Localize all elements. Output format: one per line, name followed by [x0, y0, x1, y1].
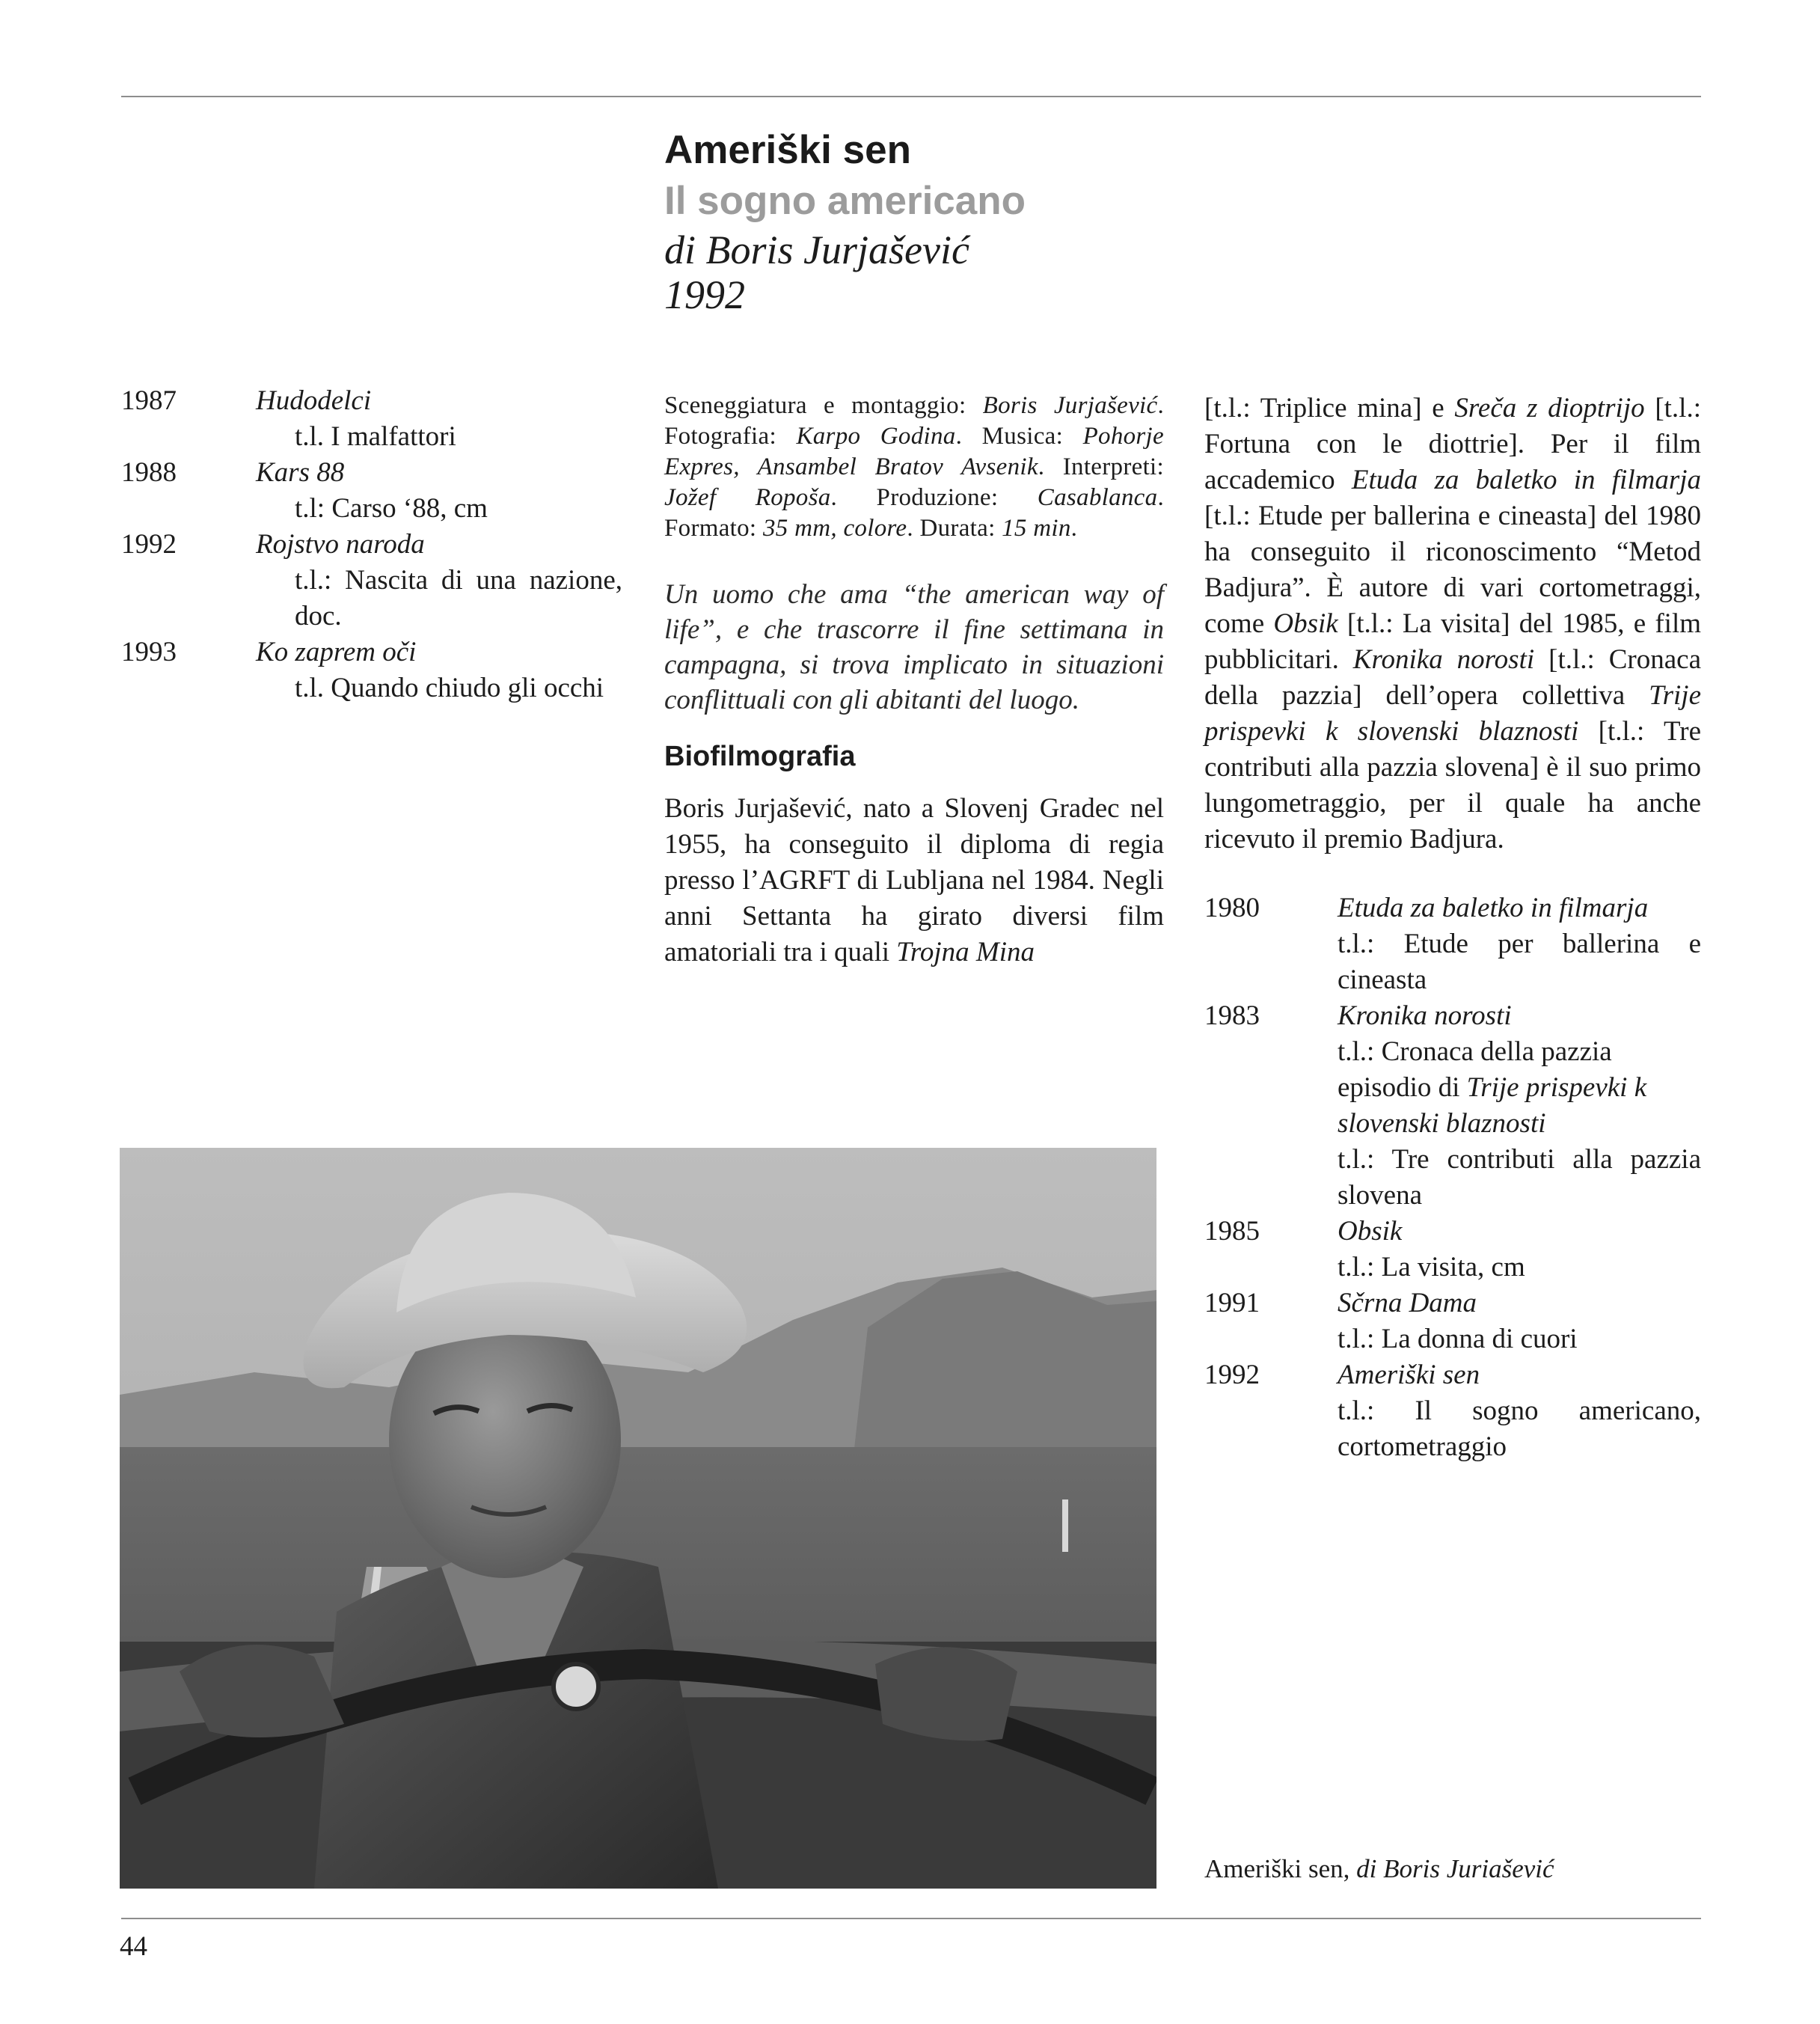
filmography-entry [121, 527, 622, 635]
filmography-translation: t.l.: Il sogno americano, cortometraggio [1338, 1395, 1701, 1462]
right-filmography [1204, 890, 1701, 1465]
filmography-year: 1983 [1204, 1000, 1260, 1031]
filmography-entry [1204, 890, 1701, 998]
filmography-translation: t.l: Carso ‘88, cm [295, 493, 488, 524]
credit-label: Produzione: [876, 484, 999, 511]
credits: Sceneggiatura e montaggio: Boris Jurjašević. Fotografia: Karpo Godina. Musica: Pohorje Expres, Ansambel Bratov Avsenik. Interpreti: Jožef Ropoša. Produzione: Casablanca. Formato: 35 mm, colore. Durata: 15 min. [664, 392, 1165, 542]
credit-label: Durata: [919, 515, 996, 542]
bio-text: [t.l.: Cronaca della pazzia] dell’opera collettiva [1204, 644, 1702, 711]
credit-value: Pohorje Expres, Ansambel Bratov Avsenik [664, 423, 1164, 480]
bio-text: [t.l.: Etude per ballerina e cineasta] del 1980 ha conseguito il riconoscimento “Metod Badjura”. È autore di vari cortometraggi, come [1204, 501, 1701, 639]
credit-value: Jožef Ropoša [664, 484, 831, 511]
right-column [1204, 391, 1701, 1465]
filmography-title: Rojstvo naroda [256, 529, 425, 560]
bio-text: [t.l.: Fortuna con le diottrie]. Per il film accademico [1204, 393, 1701, 495]
filmography-title: Ko zaprem oči [256, 637, 417, 667]
filmography-translation: t.l.: Nascita di una nazione, doc. [295, 565, 622, 632]
filmography-year: 1988 [121, 457, 177, 488]
credit-value: 35 mm, colore [762, 515, 907, 542]
film-still-photo [120, 1148, 1156, 1889]
filmography-entry [1204, 1285, 1701, 1357]
bio-film-title: Obsik [1273, 608, 1338, 639]
bio-heading: Biofilmografia [664, 741, 856, 772]
credit-label: Fotografia: [664, 423, 776, 450]
left-filmography [121, 383, 622, 706]
filmography-year: 1980 [1204, 893, 1260, 923]
filmography-entry [121, 635, 622, 706]
filmography-episode [1338, 1070, 1701, 1142]
filmography-entry [1204, 1214, 1701, 1285]
caption-title: Ameriški sen, [1204, 1854, 1350, 1883]
filmography-translation: t.l.: La visita, cm [1338, 1252, 1525, 1282]
top-rule [121, 96, 1701, 97]
credit-label: Interpreti: [1062, 453, 1164, 480]
page-number: 44 [120, 1931, 147, 1962]
bio-film-title: Kronika norosti [1352, 644, 1535, 675]
filmography-year: 1992 [121, 529, 177, 560]
film-author: di Boris Jurjašević [664, 227, 969, 272]
filmography-entry [1204, 998, 1701, 1214]
credit-value: Casablanca [1037, 484, 1158, 511]
right-glove [875, 1647, 1017, 1740]
credit-value: Boris Jurjašević [982, 392, 1158, 419]
filmography-title: Hudodelci [256, 385, 372, 416]
filmography-title: Sčrna Dama [1338, 1288, 1477, 1318]
filmography-title: Kronika norosti [1338, 1000, 1512, 1031]
bio-text: [t.l.: Tre contributi alla pazzia slovena] è il suo primo lungometraggio, per il quale ha anche ricevuto il premio Badjura. [1204, 716, 1701, 854]
credit-label: Sceneggiatura e montaggio: [664, 392, 966, 419]
credit-value: 15 min [1002, 515, 1071, 542]
episode-title: Trije prispevki k slovenski blaznosti [1338, 1072, 1647, 1139]
bio-film-title: Sreča z dioptrijo [1454, 393, 1645, 424]
road-post [1062, 1499, 1068, 1552]
filmography-year: 1991 [1204, 1288, 1260, 1318]
filmography-year: 1987 [121, 385, 177, 416]
filmography-translation: t.l.: La donna di cuori [1338, 1324, 1578, 1354]
caption-author: di Boris Juriašević [1356, 1854, 1554, 1883]
bio-paragraph-continued [1204, 391, 1701, 857]
filmography-translation: t.l.: Cronaca della pazzia [1338, 1036, 1612, 1067]
episode-translation: t.l.: Tre contributi alla pazzia slovena [1338, 1144, 1701, 1211]
film-italian-title: Il sogno americano [664, 179, 1026, 223]
middle-column [664, 391, 1164, 970]
filmography-translation: t.l.: Etude per ballerina e cineasta [1338, 929, 1701, 995]
bio-film-title: Etuda za baletko in filmarja [1351, 465, 1702, 495]
filmography-year: 1992 [1204, 1360, 1260, 1390]
bottom-rule [121, 1918, 1701, 1919]
episode-prefix: episodio di [1338, 1072, 1460, 1103]
credit-label: Musica: [981, 423, 1064, 450]
synopsis: Un uomo che ama “the american way of life”, e che trascorre il fine settimana in campagna, si trova implicato in situazioni conflittuali con gli abitanti del luogo. [664, 579, 1164, 715]
bio-film-title: Trije prispevki k slovenski blaznosti [1204, 680, 1701, 747]
title-block [664, 126, 1338, 317]
filmography-title: Obsik [1338, 1216, 1403, 1247]
filmography-entry [1204, 1357, 1701, 1465]
filmography-translation: t.l. I malfattori [295, 421, 456, 452]
filmography-year: 1993 [121, 637, 177, 667]
credit-value: Karpo Godina [796, 423, 956, 450]
film-title: Ameriški sen [664, 128, 911, 172]
filmography-title: Kars 88 [256, 457, 345, 488]
bio-text: Boris Jurjašević, nato a Slovenj Gradec nel 1955, ha conseguito il diploma di regia presso l’AGRFT di Lubljana nel 1984. Negli anni Settanta ha girato diversi film amatoriali tra i quali [664, 793, 1164, 967]
filmography-title: Ameriški sen [1338, 1360, 1480, 1390]
bio-text: [t.l.: La visita] del 1985, e film pubblicitari. [1204, 608, 1702, 675]
horn-button [554, 1664, 598, 1709]
filmography-translation: t.l. Quando chiudo gli occhi [295, 673, 604, 703]
filmography-year: 1985 [1204, 1216, 1260, 1247]
bio-text: [t.l.: Triplice mina] e [1204, 393, 1444, 424]
filmography-title: Etuda za baletko in filmarja [1338, 893, 1649, 923]
filmography-entry [121, 455, 622, 527]
credit-label: Formato: [664, 515, 757, 542]
bio-paragraph-start [664, 791, 1164, 970]
filmography-entry [121, 383, 622, 455]
photo-caption [1204, 1853, 1554, 1886]
film-year: 1992 [664, 272, 745, 317]
bio-film-title: Trojna Mina [896, 937, 1035, 967]
